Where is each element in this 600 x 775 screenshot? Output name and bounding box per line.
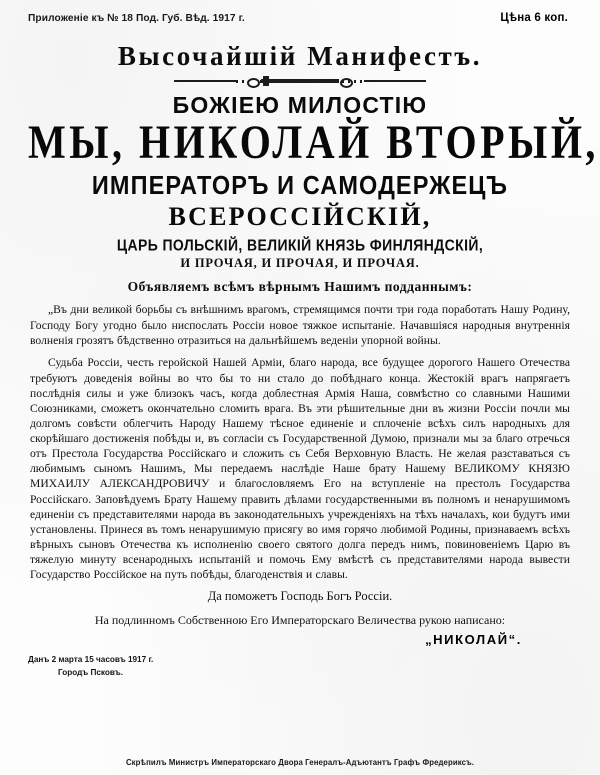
masthead [28, 0, 572, 34]
attestation-line: На подлинномъ Собственною Его Императорскаго Величества рукою написано: [94, 613, 506, 628]
page-title: Высочайшiй Манифестъ. [117, 41, 483, 71]
title-emperor-autocrat: ИМПЕРАТОРЪ И САМОДЕРЖЕЦЪ [91, 170, 509, 200]
title-etcetera: И ПРОЧАЯ, И ПРОЧАЯ, И ПРОЧАЯ. [180, 256, 420, 271]
manifesto-body [28, 302, 572, 582]
paragraph-2: Судьба Россiи, честь геройской Нашей Армiи, благо народа, все будущее дорогого Нашего Отечества требуютъ доведенiя войны во что бы то ни стало до побѣднаго конца. Жестокiй врагъ напрягаетъ послѣднiя силы и уже близокъ часъ, когда доблестная Армiя Наша, совмѣстно со славными Нашими Союзниками, сможетъ окончательно сломить врага. Въ эти рѣшительные дни въ жизни Россiи почли мы долгомъ совѣсти облегчить Народу Нашему тѣсное единенiе и сплоченiе всѣхъ силъ народныхъ для скорѣйшаго достиженiя побѣды и, въ согласiи съ Государственной Думою, признали мы за благо отречься отъ Престола Государства Россiйскаго и сложить съ Себя Верховную Власть. Не желая разставаться съ любимымъ сыномъ Нашимъ, Мы передаемъ наслѣдiе Наше брату Нашему ВЕЛИКОМУ КНЯЗЮ МИХАИЛУ АЛЕКСАНДРОВИЧУ и благословляемъ Его на вступленiе на престолъ Государства Россiйскаго. Заповѣдуемъ Брату Нашему править дѣлами государственными въ полномъ и ненарушимомъ единенiи съ представителями народа въ законодательныхъ учрежденiяхъ на тѣхъ началахъ, кои будутъ ими установлены. Принеся въ томъ ненарушимую присягу во имя горячо любимой Родины, признаваемъ всѣхъ вѣрныхъ сыновъ Отечества къ исполненiю своего святого долга передъ нимъ, повиновенiемъ Царю въ тяжелую минуту всенародныхъ испытанiй и помочь Ему вмѣстѣ съ представителями народа вывести Государство Россiйское на путь побѣды, благоденствiя и славы. [30, 356, 570, 582]
supplement-note: Приложенiе къ № 18 Под. Губ. Вѣд. 1917 г. [28, 12, 245, 24]
issue-place-line: Городъ Псковъ. [58, 667, 123, 677]
countersignature-line: Скрѣпилъ Министръ Императорскаго Двора Генералъ-Адъютантъ Графъ Фредериксъ. [125, 758, 475, 767]
issue-place-block [28, 654, 572, 679]
declaration-line: Объявляемъ всѣмъ вѣрнымъ Нашимъ подданнымъ: [127, 279, 473, 295]
title-of-all-russia: ВСЕРОССІЙСКІЙ, [168, 202, 432, 232]
title-by-grace-of-god: БОЖІЕЮ МИЛОСТІЮ [172, 92, 428, 118]
title-we-nicholas-ii: МЫ, НИКОЛАЙ ВТОРЫЙ, [28, 115, 599, 169]
imperial-signature: „НИКОЛАЙ“. [425, 632, 522, 648]
closing-blessing: Да поможетъ Господь Богъ Россiи. [207, 589, 393, 604]
title-tsar-of-poland-grand-duke-finland: ЦАРЬ ПОЛЬСКІЙ, ВЕЛИКІЙ КНЯЗЬ ФИНЛЯНДСКІЙ, [116, 235, 484, 254]
paragraph-1: „Въ дни великой борьбы съ внѣшнимъ врагомъ, стремящимся почти три года поработать Нашу Родину, Господу Богу угодно было ниспослать Россiи новое тяжкое испытанiе. Начавшiяся народныя внутреннiя волненiя грозятъ бѣдственно отразиться на дальнѣйшемъ веденiи упорной войны. [30, 303, 570, 347]
issue-date-line: Данъ 2 марта 15 часовъ 1917 г. [28, 655, 154, 665]
price-label: Цѣна 6 коп. [500, 12, 568, 24]
ornamental-divider [174, 76, 426, 86]
